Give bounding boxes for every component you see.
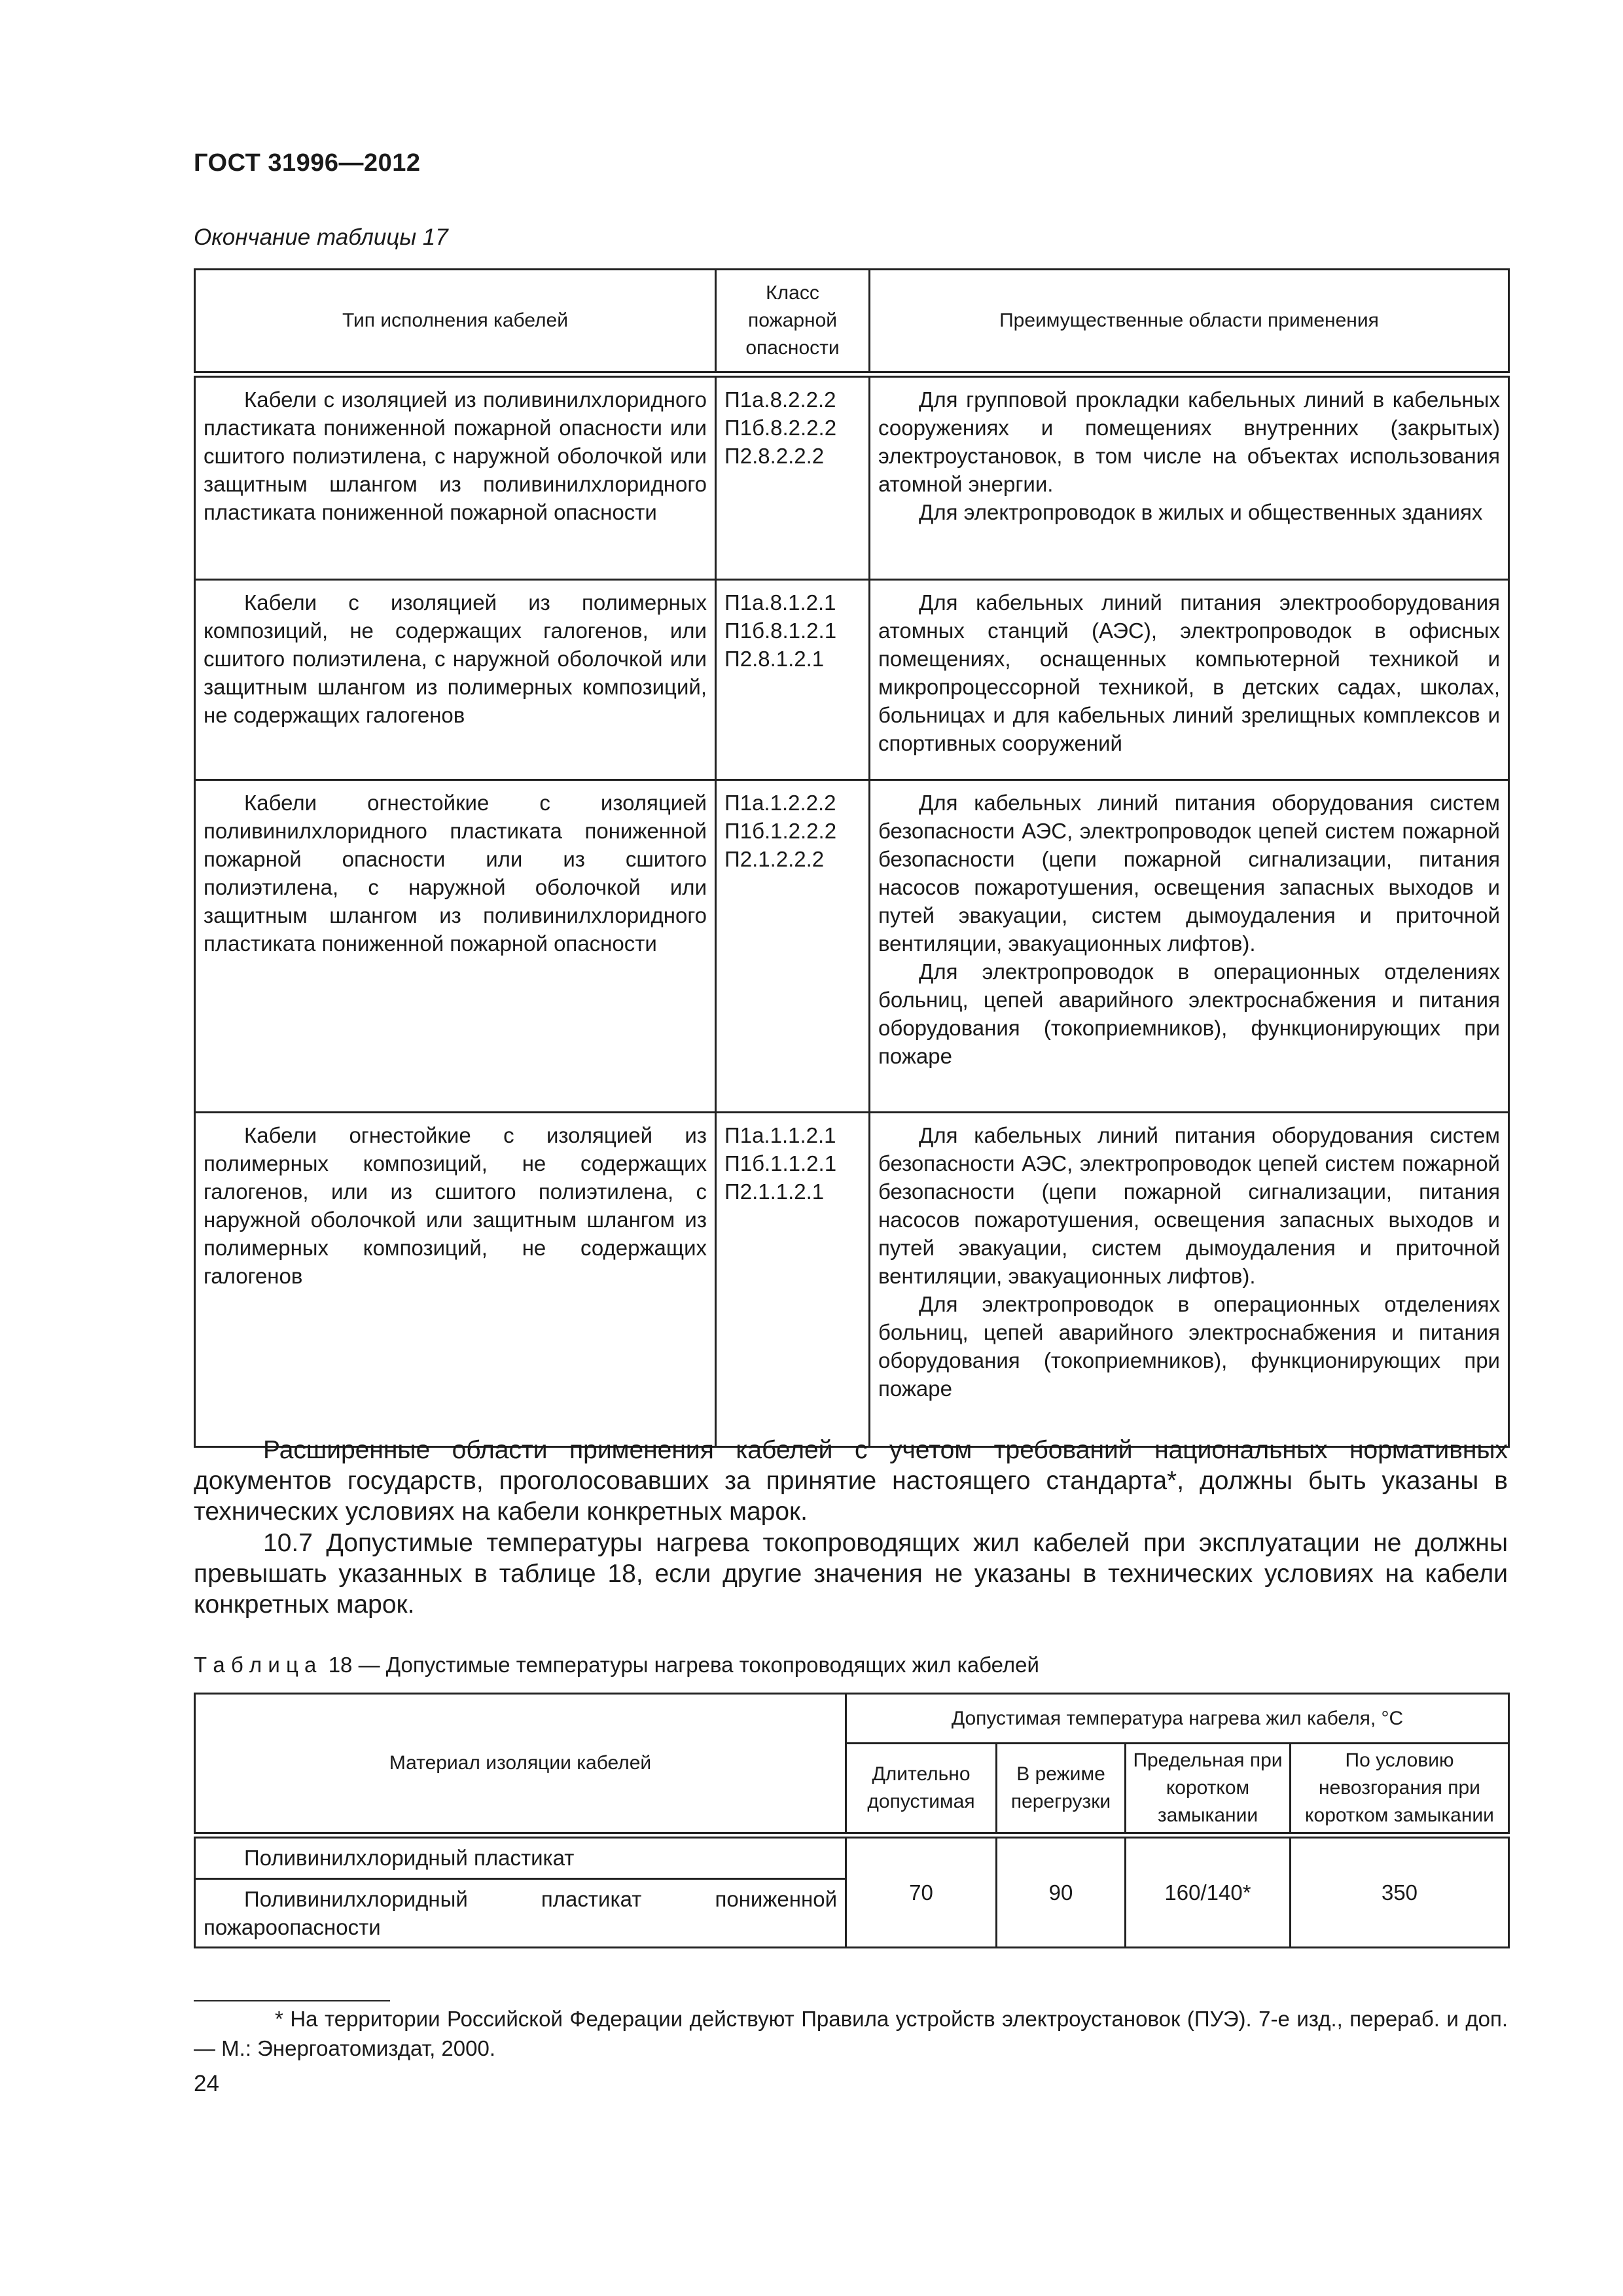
table-17 (194, 268, 1510, 1448)
table-18-caption: Т а б л и ц а 18 — Допустимые температуры нагрева токопроводящих жил кабелей (194, 1653, 1039, 1677)
cell-overload-temp: 90 (997, 1835, 1126, 1947)
cell-application: Для кабельных линий питания электрооборудования атомных станций (АЭС), электропроводок в офисных помещениях, оснащенных компьютерной техникой и микропроцессорной техникой, в детских садах, школах, больницах и для кабельных линий зрелищных комплексов и спортивных сооружений (870, 580, 1509, 780)
column-group-header-temperature: Допустимая температура нагрева жил кабеля, °С (846, 1694, 1509, 1744)
cell-fire-class: П1а.8.1.2.1 П1б.8.1.2.1 П2.8.1.2.1 (716, 580, 870, 780)
column-header-short-circuit-limit: Предельная при коротком замыкании (1126, 1744, 1291, 1836)
page-number: 24 (194, 2071, 219, 2096)
footnote-divider (194, 2000, 390, 2001)
table-header-row (195, 270, 1509, 375)
column-header-non-ignition: По условию невозгорания при коротком замыкании (1291, 1744, 1509, 1836)
table-row (195, 780, 1509, 1113)
table-continuation-label: Окончание таблицы 17 (194, 224, 448, 250)
paragraph-extended-applications: Расширенные области применения кабелей с учетом требований национальных нормативных документов государств, проголосовавших за принятие настоящего стандарта*, должны быть указаны в технических условиях на кабели конкретных марок. (194, 1436, 1508, 1526)
cell-short-circuit-temp: 160/140* (1126, 1835, 1291, 1947)
cell-material: Поливинилхлоридный пластикат пониженной пожароопасности (195, 1878, 846, 1947)
table-18 (194, 1693, 1510, 1948)
table-header-row (195, 1694, 1509, 1744)
table-row (195, 1113, 1509, 1447)
cell-cable-type: Кабели огнестойкие с изоляцией поливинилхлоридного пластиката пониженной пожарной опасности или из сшитого полиэтилена, с наружной оболочкой или защитным шлангом из поливинилхлоридного пластиката пониженной пожарной опасности (195, 780, 716, 1113)
column-header-overload: В режиме перегрузки (997, 1744, 1126, 1836)
cell-fire-class: П1а.8.2.2.2 П1б.8.2.2.2 П2.8.2.2.2 (716, 374, 870, 580)
column-header-material: Материал изоляции кабелей (195, 1694, 846, 1836)
cell-cable-type: Кабели огнестойкие с изоляцией из полимерных композиций, не содержащих галогенов, или из сшитого полиэтилена, с наружной оболочкой или защитным шлангом из полимерных композиций, не содержащих галогенов (195, 1113, 716, 1447)
table-row (195, 580, 1509, 780)
cell-fire-class: П1а.1.2.2.2 П1б.1.2.2.2 П2.1.2.2.2 (716, 780, 870, 1113)
cell-non-ignition-temp: 350 (1291, 1835, 1509, 1947)
column-header-fire-class: Класс пожарной опасности (716, 270, 870, 375)
column-header-continuous: Длительно допустимая (846, 1744, 997, 1836)
cell-application: Для групповой прокладки кабельных линий в кабельных сооружениях и помещениях внутренних (закрытых) электроустановок, в том числе на объектах использования атомной энергии. Для электропроводок в жилых и общественных зданиях (870, 374, 1509, 580)
table-row (195, 374, 1509, 580)
table-row (195, 1835, 1509, 1878)
column-header-cable-type: Тип исполнения кабелей (195, 270, 716, 375)
paragraph-10-7: 10.7 Допустимые температуры нагрева токопроводящих жил кабелей при эксплуатации не должны превышать указанных в таблице 18, если другие значения не указаны в технических условиях на кабели конкретных марок. (194, 1529, 1508, 1619)
column-header-application: Преимущественные области применения (870, 270, 1509, 375)
cell-continuous-temp: 70 (846, 1835, 997, 1947)
footnote: * На территории Российской Федерации действуют Правила устройств электроустановок (ПУЭ). 7-е изд., перераб. и доп. — М.: Энергоатомиздат, 2000. (194, 2007, 1508, 2060)
cell-cable-type: Кабели с изоляцией из поливинилхлоридного пластиката пониженной пожарной опасности или сшитого полиэтилена, с наружной оболочкой или защитным шлангом из поливинилхлоридного пластиката пониженной пожарной опасности (195, 374, 716, 580)
cell-material: Поливинилхлоридный пластикат (195, 1835, 846, 1878)
cell-cable-type: Кабели с изоляцией из полимерных композиций, не содержащих галогенов, или сшитого полиэтилена, с наружной оболочкой или защитным шлангом из полимерных композиций, не содержащих галогенов (195, 580, 716, 780)
document-header: ГОСТ 31996—2012 (194, 149, 421, 177)
cell-fire-class: П1а.1.1.2.1 П1б.1.1.2.1 П2.1.1.2.1 (716, 1113, 870, 1447)
cell-application: Для кабельных линий питания оборудования систем безопасности АЭС, электропроводок цепей систем пожарной безопасности (цепи пожарной сигнализации, питания насосов пожаротушения, освещения запасных выходов и путей эвакуации, систем дымоудаления и приточной вентиляции, эвакуационных лифтов). Для электропроводок в операционных отделениях больниц, цепей аварийного электроснабжения и питания оборудования (токоприемников), функционирующих при пожаре (870, 1113, 1509, 1447)
cell-application: Для кабельных линий питания оборудования систем безопасности АЭС, электропроводок цепей систем пожарной безопасности (цепи пожарной сигнализации, питания насосов пожаротушения, освещения запасных выходов и путей эвакуации, систем дымоудаления и приточной вентиляции, эвакуационных лифтов). Для электропроводок в операционных отделениях больниц, цепей аварийного электроснабжения и питания оборудования (токоприемников), функционирующих при пожаре (870, 780, 1509, 1113)
